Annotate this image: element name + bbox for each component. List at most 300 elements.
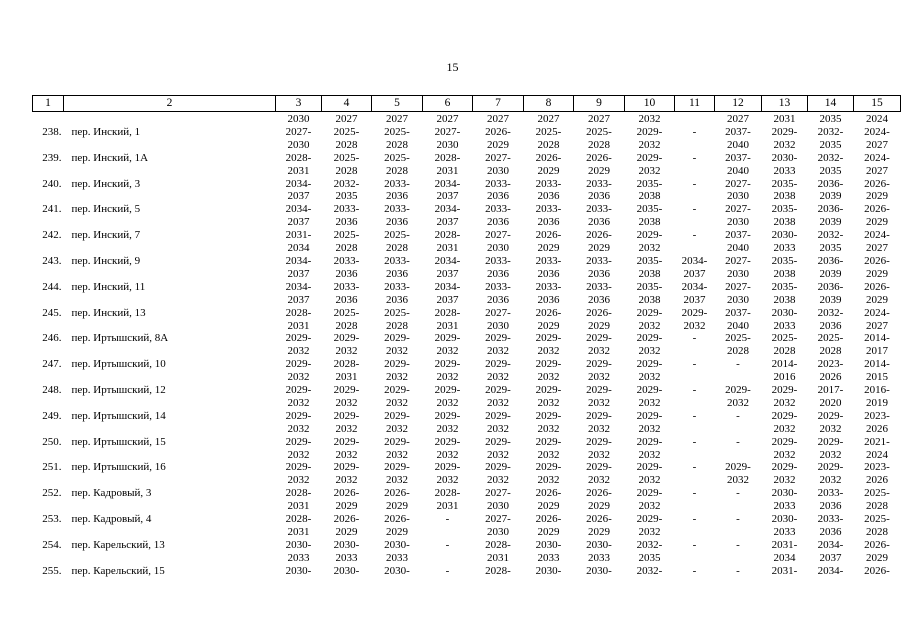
year-range-cell: 2029- 2032: [681, 306, 708, 332]
table-row: [33, 565, 901, 578]
year-range-cell: 2026- 2029: [586, 151, 612, 177]
year-range-cell: 2030- 2033: [771, 487, 798, 513]
year-range-cell: 2029- 2032: [535, 384, 562, 409]
column-header: 15: [854, 96, 901, 112]
year-range-cell: 2034- 2037: [434, 280, 461, 306]
year-range-cell: 2033- 2036: [485, 177, 511, 203]
year-range-cell: 2028- 2031: [434, 151, 461, 177]
year-range-cell: 2028- 2031: [434, 487, 461, 513]
empty-cell: [64, 112, 276, 126]
year-range-cell: 2032- 2035: [333, 177, 360, 203]
year-range-cell: 2029- 2032: [636, 358, 663, 384]
year-range-cell: 2029- 2032: [434, 435, 461, 461]
year-range-cell: 2029- 2032: [636, 125, 663, 151]
table-row: [33, 461, 901, 487]
year-range-cell: 2025- 2028: [333, 229, 360, 255]
year-range-cell: 2033- 2036: [485, 254, 511, 280]
table-header: [33, 96, 901, 112]
column-header: 10: [625, 96, 675, 112]
address-cell: пер. Инский, 13: [71, 306, 146, 319]
address-cell: пер. Инский, 9: [71, 254, 141, 267]
year-range-cell: 2029- 2032: [636, 513, 663, 538]
year-range-cell: 2033- 2036: [384, 280, 410, 306]
year-range-cell: 2029- 2032: [384, 461, 410, 487]
year-range-cell: 2026- 2029: [864, 538, 890, 564]
header-row: [33, 96, 901, 112]
year-cell: 2031: [773, 113, 796, 125]
year-range-cell: 2029- 2032: [636, 487, 663, 513]
column-header: 14: [808, 96, 854, 112]
year-range-cell: 2025- 2028: [333, 151, 360, 177]
year-range-cell: 2029- 2032: [725, 384, 751, 409]
year-cell: 2027: [588, 113, 610, 125]
year-range-cell: 2029- 2032: [817, 435, 844, 461]
year-range-cell: 2035- 2038: [636, 280, 663, 306]
year-range-cell: 2027- 2030: [725, 254, 751, 280]
year-range-cell: 2030-: [384, 564, 410, 577]
year-range-cell: 2014- 2016: [771, 358, 798, 384]
year-range-cell: 2025- 2028: [384, 306, 410, 332]
table-row: [33, 410, 901, 436]
year-range-cell: 2029- 2032: [636, 461, 663, 487]
year-range-cell: 2029- 2032: [771, 409, 798, 435]
address-cell: пер. Иртышский, 10: [71, 358, 166, 371]
year-cell: 2027: [386, 113, 408, 125]
year-range-cell: 2029- 2032: [485, 384, 511, 409]
year-range-cell: 2029- 2032: [535, 409, 562, 435]
year-range-cell: 2030-: [333, 564, 360, 577]
year-range-cell: 2024- 2027: [864, 306, 890, 332]
table-body: [33, 112, 901, 578]
address-cell: пер. Инский, 7: [71, 229, 141, 242]
year-range-cell: 2031-: [771, 564, 798, 577]
year-range-cell: 2029- 2032: [285, 435, 312, 461]
year-range-cell: -: [692, 435, 697, 448]
year-range-cell: 2026- 2029: [864, 177, 890, 203]
year-range-cell: 2033- 2036: [535, 254, 562, 280]
year-range-cell: 2031- 2034: [285, 229, 312, 255]
year-range-cell: 2029- 2032: [285, 409, 312, 435]
year-range-cell: 2025- 2028: [864, 513, 890, 538]
table-row: [33, 281, 901, 307]
year-range-cell: 2023- 2026: [864, 409, 890, 435]
year-range-cell: 2029- 2032: [771, 125, 798, 151]
year-cell: 2027: [537, 113, 560, 125]
year-range-cell: 2034- 2037: [285, 280, 312, 306]
empty-cell: [33, 112, 64, 126]
year-range-cell: 2029- 2032: [384, 384, 410, 409]
year-range-cell: 2028- 2031: [434, 229, 461, 255]
year-range-cell: 2034- 2037: [285, 254, 312, 280]
row-number: 245.: [42, 306, 62, 319]
year-range-cell: 2023- 2026: [817, 358, 844, 384]
year-range-cell: -: [736, 564, 740, 577]
year-cell: 2027: [335, 113, 358, 125]
address-cell: пер. Инский, 3: [71, 177, 141, 190]
year-range-cell: 2034- 2037: [285, 177, 312, 203]
year-range-cell: 2029- 2032: [535, 332, 562, 358]
row-number: 254.: [42, 538, 62, 551]
year-range-cell: 2026- 2029: [586, 487, 612, 513]
year-range-cell: -: [736, 538, 740, 551]
address-cell: пер. Карельский, 15: [71, 564, 165, 577]
year-range-cell: 2027- 2030: [285, 125, 312, 151]
year-range-cell: 2026- 2029: [535, 487, 562, 513]
row-number: 255.: [42, 564, 62, 577]
row-number: 252.: [42, 487, 62, 500]
year-range-cell: 2029- 2032: [333, 435, 360, 461]
year-range-cell: 2032- 2035: [817, 151, 844, 177]
column-header: 9: [574, 96, 625, 112]
year-cell: 2030: [287, 113, 310, 125]
row-number: 241.: [42, 203, 62, 216]
year-range-cell: 2025- 2028: [771, 332, 798, 358]
year-range-cell: 2029- 2032: [434, 332, 461, 358]
column-header: 5: [372, 96, 423, 112]
table-row: [33, 332, 901, 358]
year-range-cell: 2036- 2039: [817, 280, 844, 306]
column-header: 8: [524, 96, 574, 112]
year-range-cell: 2027- 2030: [434, 125, 461, 151]
year-range-cell: 2029- 2032: [535, 435, 562, 461]
table-row: [33, 358, 901, 384]
year-range-cell: 2035- 2038: [636, 203, 663, 229]
year-cell: [675, 112, 715, 126]
year-range-cell: -: [445, 538, 450, 551]
table-row: [33, 178, 901, 204]
column-header: 13: [762, 96, 808, 112]
year-range-cell: 2030- 2033: [771, 306, 798, 332]
year-range-cell: 2029- 2032: [586, 409, 612, 435]
year-range-cell: 2026- 2029: [333, 513, 360, 538]
year-range-cell: 2030- 2033: [586, 538, 612, 564]
year-range-cell: -: [736, 409, 740, 422]
year-range-cell: 2026- 2029: [535, 229, 562, 255]
year-range-cell: 2029- 2032: [434, 409, 461, 435]
year-range-cell: 2029- 2032: [586, 435, 612, 461]
year-range-cell: 2034-: [817, 564, 844, 577]
year-range-cell: 2029- 2032: [771, 435, 798, 461]
column-header: 6: [423, 96, 473, 112]
year-range-cell: -: [736, 487, 740, 500]
year-cell: 2027: [436, 113, 459, 125]
year-range-cell: 2024- 2027: [864, 125, 890, 151]
row-number: 249.: [42, 409, 62, 422]
address-cell: пер. Иртышский, 12: [71, 384, 166, 397]
year-range-cell: 2026- 2029: [535, 306, 562, 332]
table-row: [33, 152, 901, 178]
table-row: [33, 307, 901, 333]
year-range-cell: 2017- 2020: [817, 384, 844, 409]
year-range-cell: 2029- 2032: [771, 384, 798, 409]
row-number: 239.: [42, 151, 62, 164]
table-row: [33, 384, 901, 410]
year-range-cell: 2029- 2032: [434, 384, 461, 409]
year-range-cell: 2030-: [535, 564, 562, 577]
column-header: 4: [322, 96, 372, 112]
address-cell: пер. Инский, 11: [71, 280, 146, 293]
year-range-cell: 2016- 2019: [864, 384, 890, 409]
year-cell: 2027: [487, 113, 509, 125]
year-range-cell: 2028- 2031: [485, 538, 511, 564]
table-row: [33, 539, 901, 565]
year-range-cell: 2034- 2037: [681, 280, 708, 306]
year-range-cell: 2029- 2032: [384, 435, 410, 461]
year-range-cell: 2029- 2032: [285, 358, 312, 384]
row-number: 250.: [42, 435, 62, 448]
row-number: 253.: [42, 513, 62, 526]
year-range-cell: 2026- 2029: [586, 513, 612, 538]
year-range-cell: -: [692, 125, 697, 138]
year-range-cell: -: [692, 461, 697, 474]
year-range-cell: 2029- 2032: [771, 461, 798, 487]
year-range-cell: 2025- 2028: [333, 125, 360, 151]
year-range-cell: 2030- 2033: [771, 229, 798, 255]
table-row: [33, 203, 901, 229]
year-range-cell: 2026- 2029: [333, 487, 360, 513]
year-range-cell: 2026-: [864, 564, 890, 577]
year-range-cell: 2030- 2033: [771, 151, 798, 177]
year-range-cell: 2029- 2032: [636, 151, 663, 177]
year-range-cell: 2028- 2031: [285, 306, 312, 332]
year-range-cell: 2029- 2032: [636, 409, 663, 435]
year-range-cell: 2029- 2032: [586, 384, 612, 409]
year-cell: 2035: [819, 113, 842, 125]
year-range-cell: 2034- 2037: [681, 254, 708, 280]
year-range-cell: 2027- 2030: [725, 280, 751, 306]
year-range-cell: 2033- 2036: [586, 280, 612, 306]
year-range-cell: -: [736, 435, 740, 448]
year-range-cell: 2029- 2032: [817, 461, 844, 487]
column-header: 3: [276, 96, 322, 112]
year-range-cell: 2029- 2032: [485, 332, 511, 358]
column-header: 1: [33, 96, 64, 112]
address-cell: пер. Инский, 5: [71, 203, 141, 216]
year-range-cell: 2029- 2032: [485, 435, 511, 461]
year-range-cell: 2037- 2040: [725, 229, 751, 255]
address-cell: пер. Иртышский, 14: [71, 409, 166, 422]
year-range-cell: 2029- 2032: [636, 332, 663, 358]
row-number: 238.: [42, 125, 62, 138]
year-range-cell: 2033- 2036: [384, 254, 410, 280]
year-range-cell: 2033- 2036: [333, 203, 360, 229]
column-header: 7: [473, 96, 524, 112]
year-range-cell: 2032- 2035: [817, 229, 844, 255]
table-row: [33, 513, 901, 539]
year-range-cell: 2027- 2030: [725, 203, 751, 229]
year-range-cell: 2026- 2029: [864, 254, 890, 280]
year-range-cell: 2026- 2029: [535, 151, 562, 177]
row-number: 246.: [42, 332, 62, 345]
year-range-cell: 2026- 2029: [586, 229, 612, 255]
address-cell: пер. Кадровый, 4: [71, 513, 152, 526]
year-range-cell: 2029- 2032: [535, 358, 562, 384]
year-range-cell: 2036- 2039: [817, 203, 844, 229]
year-range-cell: 2023- 2026: [864, 461, 890, 487]
year-range-cell: -: [692, 409, 697, 422]
year-range-cell: 2035- 2038: [771, 254, 798, 280]
year-range-cell: 2028-: [485, 564, 511, 577]
year-range-cell: 2029- 2032: [384, 409, 410, 435]
year-range-cell: 2033- 2036: [586, 254, 612, 280]
year-range-cell: 2034- 2037: [434, 203, 461, 229]
row-number: 243.: [42, 254, 62, 267]
year-range-cell: 2030-: [586, 564, 612, 577]
year-range-cell: 2033- 2036: [586, 177, 612, 203]
year-range-cell: 2034- 2037: [817, 538, 844, 564]
year-range-cell: 2028- 2031: [285, 151, 312, 177]
year-range-cell: 2025- 2028: [384, 151, 410, 177]
year-range-cell: 2026- 2029: [864, 203, 890, 229]
year-range-cell: -: [736, 358, 740, 371]
address-cell: пер. Кадровый, 3: [71, 487, 152, 500]
year-range-cell: -: [692, 151, 697, 164]
year-range-cell: -: [692, 513, 697, 526]
year-range-cell: 2029- 2032: [485, 409, 511, 435]
row-number: 248.: [42, 384, 62, 397]
year-range-cell: 2032- 2035: [817, 125, 844, 151]
year-range-cell: 2032- 2036: [817, 306, 844, 332]
year-range-cell: 2029- 2032: [285, 461, 312, 487]
year-range-cell: 2025- 2028: [384, 125, 410, 151]
year-range-cell: -: [692, 332, 697, 345]
year-range-cell: 2028- 2031: [333, 358, 360, 384]
year-range-cell: -: [736, 513, 740, 526]
year-cell: 2027: [727, 113, 749, 125]
continuation-row: [33, 112, 901, 126]
year-range-cell: 2029- 2032: [285, 384, 312, 409]
year-range-cell: 2034- 2037: [434, 177, 461, 203]
year-range-cell: 2035- 2038: [636, 254, 663, 280]
year-range-cell: -: [692, 564, 697, 577]
year-range-cell: 2029- 2032: [384, 332, 410, 358]
table-row: [33, 255, 901, 281]
year-range-cell: 2030- 2033: [771, 513, 798, 538]
table-row: [33, 126, 901, 152]
year-range-cell: 2033- 2036: [535, 177, 562, 203]
year-range-cell: 2024- 2027: [864, 229, 890, 255]
address-cell: пер. Иртышский, 16: [71, 461, 166, 474]
year-range-cell: 2037- 2040: [725, 125, 751, 151]
table-row: [33, 229, 901, 255]
year-range-cell: 2034- 2037: [434, 254, 461, 280]
column-header: 11: [675, 96, 715, 112]
year-range-cell: 2029- 2032: [434, 461, 461, 487]
year-range-cell: 2029- 2032: [333, 384, 360, 409]
year-range-cell: -: [445, 564, 450, 577]
row-number: 244.: [42, 280, 62, 293]
year-range-cell: 2029- 2032: [485, 358, 511, 384]
year-range-cell: 2029- 2032: [586, 332, 612, 358]
year-range-cell: 2027- 2030: [485, 487, 511, 513]
year-range-cell: 2032- 2035: [636, 538, 663, 564]
year-range-cell: 2025- 2028: [586, 125, 612, 151]
year-range-cell: 2028- 2031: [434, 306, 461, 332]
year-range-cell: 2035- 2038: [771, 280, 798, 306]
year-range-cell: 2027- 2030: [485, 151, 511, 177]
year-range-cell: 2035- 2038: [771, 177, 798, 203]
year-range-cell: 2021- 2024: [864, 435, 890, 461]
year-range-cell: 2014- 2015: [864, 358, 890, 384]
year-range-cell: 2025- 2028: [817, 332, 844, 358]
year-range-cell: 2030- 2033: [535, 538, 562, 564]
year-cell: 2024: [866, 113, 888, 125]
year-range-cell: 2025- 2028: [725, 332, 751, 358]
year-range-cell: 2014- 2017: [864, 332, 890, 358]
address-cell: пер. Иртышский, 8А: [71, 332, 169, 345]
year-range-cell: 2029- 2032: [636, 384, 663, 409]
schedule-table: [32, 95, 901, 578]
row-number: 247.: [42, 358, 62, 371]
year-range-cell: 2037- 2040: [725, 151, 751, 177]
year-range-cell: 2028- 2031: [285, 487, 312, 513]
year-range-cell: -: [692, 358, 697, 371]
row-number: 242.: [42, 229, 62, 242]
year-range-cell: 2030- 2033: [384, 538, 410, 564]
year-range-cell: 2025- 2028: [384, 229, 410, 255]
page-number: 15: [446, 60, 459, 74]
year-cell: 2032: [638, 113, 661, 125]
year-range-cell: -: [692, 229, 697, 242]
year-range-cell: 2029- 2032: [485, 461, 511, 487]
address-cell: пер. Инский, 1: [71, 125, 141, 138]
year-range-cell: 2026- 2029: [535, 513, 562, 538]
year-range-cell: 2035- 2038: [636, 177, 663, 203]
year-range-cell: 2033- 2036: [333, 280, 360, 306]
address-cell: пер. Инский, 1А: [71, 151, 149, 164]
year-range-cell: 2029- 2032: [586, 461, 612, 487]
year-range-cell: 2036- 2039: [817, 254, 844, 280]
year-range-cell: 2029- 2032: [333, 409, 360, 435]
table-row: [33, 436, 901, 462]
year-range-cell: 2029- 2032: [636, 229, 663, 255]
year-range-cell: 2028- 2031: [285, 513, 312, 538]
year-range-cell: 2029- 2032: [586, 358, 612, 384]
year-range-cell: 2026- 2029: [384, 513, 410, 538]
year-range-cell: 2025- 2028: [535, 125, 562, 151]
year-range-cell: -: [692, 384, 697, 397]
column-header: 2: [64, 96, 276, 112]
year-range-cell: 2033- 2036: [485, 203, 511, 229]
year-range-cell: -: [445, 513, 450, 526]
year-range-cell: 2027- 2030: [725, 177, 751, 203]
year-range-cell: -: [692, 177, 697, 190]
year-range-cell: 2029- 2032: [817, 409, 844, 435]
year-range-cell: 2026- 2029: [384, 487, 410, 513]
year-range-cell: 2024- 2027: [864, 151, 890, 177]
year-range-cell: 2033- 2036: [586, 203, 612, 229]
year-range-cell: 2032-: [636, 564, 663, 577]
year-range-cell: 2029- 2032: [384, 358, 410, 384]
address-cell: пер. Иртышский, 15: [71, 435, 166, 448]
address-cell: пер. Карельский, 13: [71, 538, 165, 551]
year-range-cell: 2031- 2034: [771, 538, 798, 564]
year-range-cell: 2025- 2028: [333, 306, 360, 332]
year-range-cell: 2037- 2040: [725, 306, 751, 332]
year-range-cell: -: [692, 487, 697, 500]
year-range-cell: 2027- 2030: [485, 306, 511, 332]
year-range-cell: 2033- 2036: [384, 177, 410, 203]
year-range-cell: 2026- 2029: [485, 125, 511, 151]
year-range-cell: 2033- 2036: [485, 280, 511, 306]
year-range-cell: 2026- 2029: [864, 280, 890, 306]
year-range-cell: 2035- 2038: [771, 203, 798, 229]
year-range-cell: 2034- 2037: [285, 203, 312, 229]
year-range-cell: 2029- 2032: [285, 332, 312, 358]
table-row: [33, 487, 901, 513]
year-range-cell: -: [692, 203, 697, 216]
year-range-cell: 2029- 2032: [636, 435, 663, 461]
